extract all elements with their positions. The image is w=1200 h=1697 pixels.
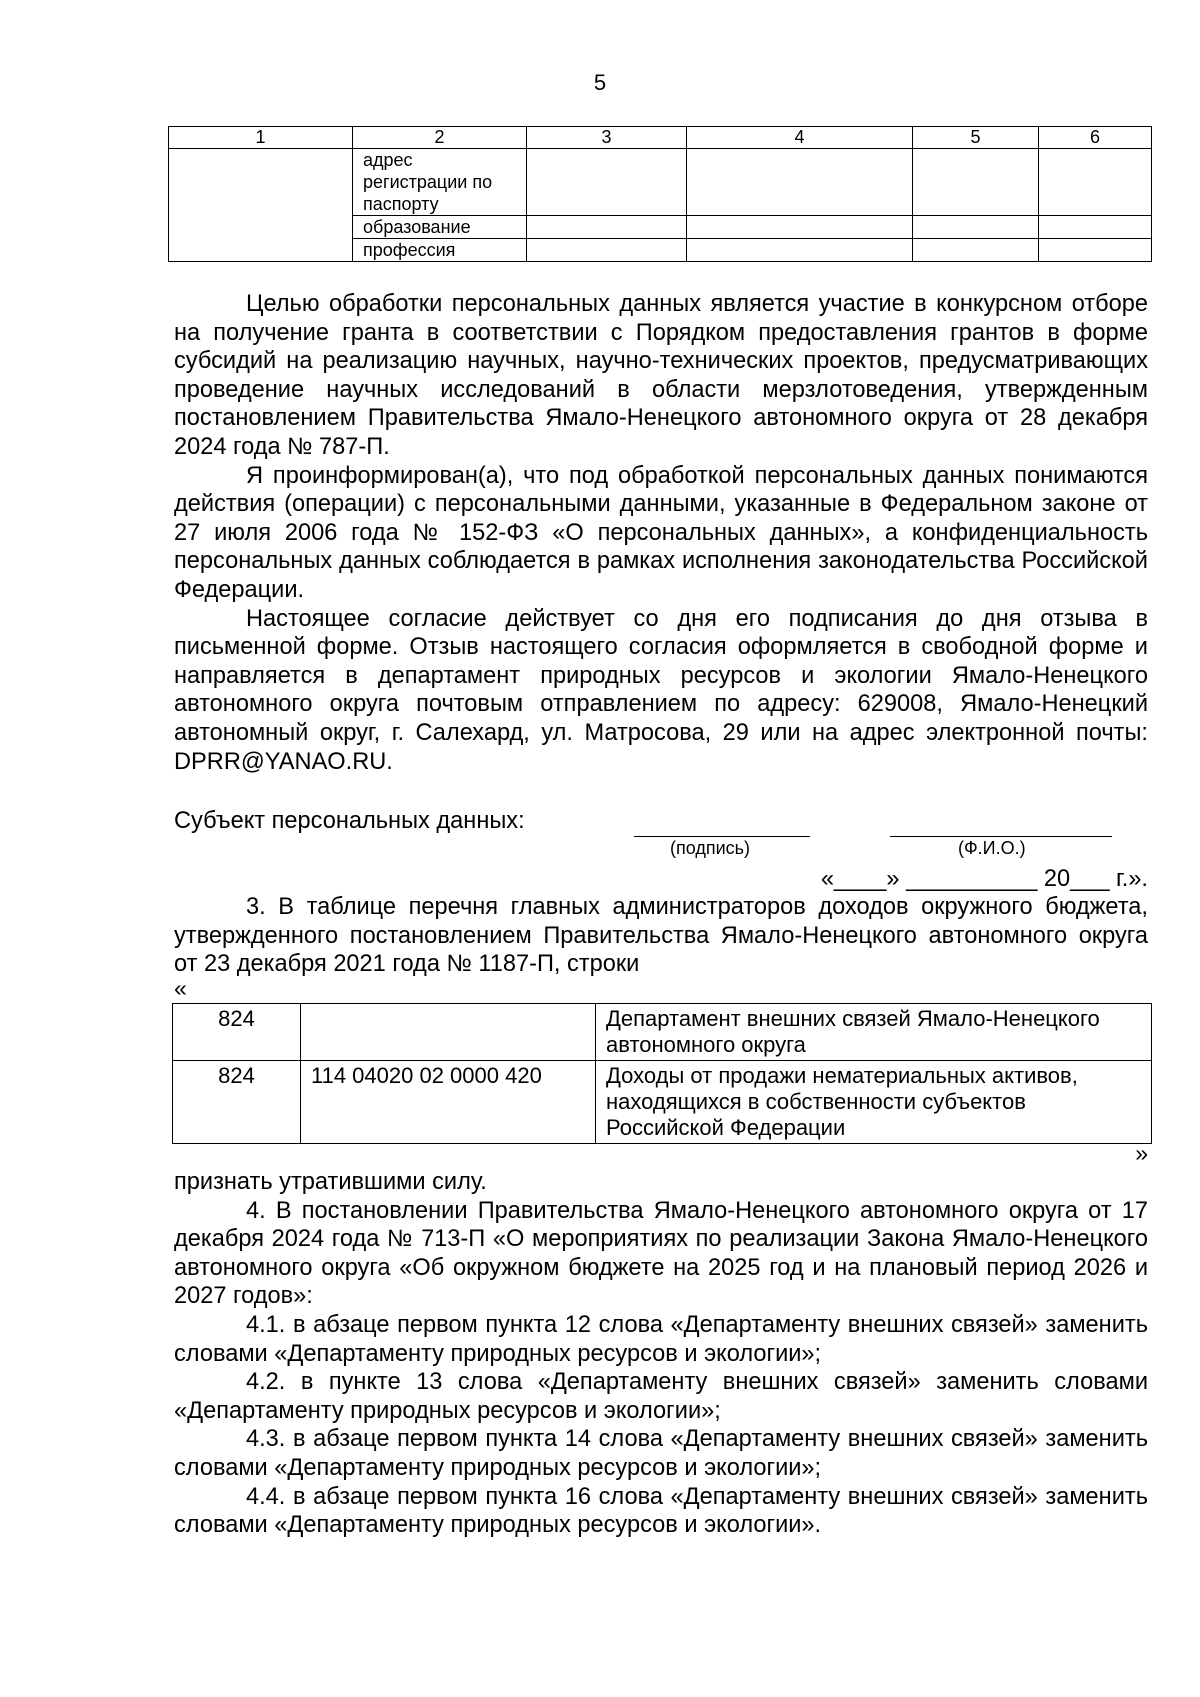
item-3: [174, 893, 1148, 979]
column-header: 5: [913, 127, 1039, 149]
column-header: 4: [687, 127, 913, 149]
paragraph: 4. В постановлении Правительства Ямало-Ненецкого автономного округа от 17 декабря 2024 года № 713-П «О мероприятиях по реализации Закона Ямало-Ненецкого автономного округа «Об окружном бюджете на 2025 год и на плановый период 2026 и 2027 годов»:: [174, 1197, 1148, 1310]
revenue-table: [172, 1003, 1152, 1144]
table-cell: 824: [173, 1004, 301, 1061]
table-cell: [913, 239, 1039, 262]
table-cell: 114 04020 02 0000 420: [301, 1061, 596, 1144]
table-cell: Департамент внешних связей Ямало-Ненецкого автономного округа: [596, 1004, 1152, 1061]
paragraph: Целью обработки персональных данных является участие в конкурсном отборе на получение гранта в соответствии с Порядком предоставления грантов в форме субсидий на реализацию научных, научно-технических проектов, предусматривающих проведение научных исследований в области мерзлотоведения, утвержденным постановлением Правительства Ямало-Ненецкого автономного округа от 28 декабря 2024 года № 787-П.: [174, 291, 1148, 460]
table-cell: Доходы от продажи нематериальных активов, находящихся в собственности субъектов Российской Федерации: [596, 1061, 1152, 1144]
paragraph: 4.4. в абзаце первом пункта 16 слова «Департаменту внешних связей» заменить словами «Департаменту природных ресурсов и экологии».: [174, 1483, 1148, 1539]
table-cell: [913, 149, 1039, 216]
column-header: 3: [527, 127, 687, 149]
table-cell: адрес регистрации по паспорту: [353, 149, 527, 216]
table-cell: [527, 239, 687, 262]
table-cell: [1039, 216, 1152, 239]
table-cell: образование: [353, 216, 527, 239]
paragraph: 4.2. в пункте 13 слова «Департаменту внешних связей» заменить словами «Департаменту природных ресурсов и экологии»;: [174, 1369, 1148, 1424]
signature-block: [174, 808, 1148, 898]
column-header: 6: [1039, 127, 1152, 149]
page-number: 5: [593, 70, 607, 95]
table-cell: [1039, 149, 1152, 216]
table-cell: [687, 149, 913, 216]
signature-caption: (подпись): [670, 838, 751, 858]
quote-open: «: [174, 975, 187, 1001]
paragraph: Я проинформирован(а), что под обработкой персональных данных понимаются действия (операции) с персональными данными, указанные в Федеральном законе от 27 июля 2006 года № 152-ФЗ «О персональных данных», а конфиденциальность персональных данных соблюдается в рамках исполнения законодательства Российской Федерации.: [174, 462, 1148, 603]
signature-label: Субъект персональных данных:: [174, 808, 525, 834]
paragraph: 4.3. в абзаце первом пункта 14 слова «Департаменту внешних связей» заменить словами «Департаменту природных ресурсов и экологии»;: [174, 1426, 1148, 1481]
paragraph: 3. В таблице перечня главных администраторов доходов окружного бюджета, утвержденного постановлением Правительства Ямало-Ненецкого автономного округа от 23 декабря 2021 года № 1187-П, строки: [174, 894, 1148, 978]
date-line: «____» __________ 20___ г.».: [820, 866, 1148, 892]
table-header-row: [169, 127, 1152, 149]
table-cell: [527, 149, 687, 216]
quote-close: »: [1135, 1140, 1148, 1166]
table-row: [173, 1061, 1152, 1144]
paragraph: Настоящее согласие действует со дня его подписания до дня отзыва в письменной форме. Отзыв настоящего согласия оформляется в свободной форме и направляется в департамент природных ресурсов и экологии Ямало-Ненецкого автономного округа почтовым отправлением по адресу: 629008, Ямало-Ненецкий автономный округ, г. Салехард, ул. Матросова, 29 или на адрес электронной почты: DPRR@YANAO.RU.: [174, 605, 1148, 775]
table-cell: [1039, 239, 1152, 262]
table-cell: профессия: [353, 239, 527, 262]
name-line: [890, 836, 1112, 837]
table-row: [169, 149, 1152, 216]
table-cell: 824: [173, 1061, 301, 1144]
signature-line: [634, 836, 810, 837]
consent-text: [174, 290, 1148, 776]
table-cell: [527, 216, 687, 239]
table-cell: [301, 1004, 596, 1061]
table-cell: [687, 216, 913, 239]
table-cell: [687, 239, 913, 262]
column-header: 2: [353, 127, 527, 149]
paragraph: 4.1. в абзаце первом пункта 12 слова «Департаменту внешних связей» заменить словами «Департаменту природных ресурсов и экологии»;: [174, 1311, 1148, 1367]
item-4: [174, 1168, 1148, 1540]
paragraph: признать утратившими силу.: [174, 1169, 487, 1195]
column-header: 1: [169, 127, 353, 149]
table-row: [173, 1004, 1152, 1061]
name-caption: (Ф.И.О.): [958, 838, 1026, 858]
personal-data-table: [168, 126, 1152, 262]
table-cell: [913, 216, 1039, 239]
table-cell: [169, 149, 353, 262]
